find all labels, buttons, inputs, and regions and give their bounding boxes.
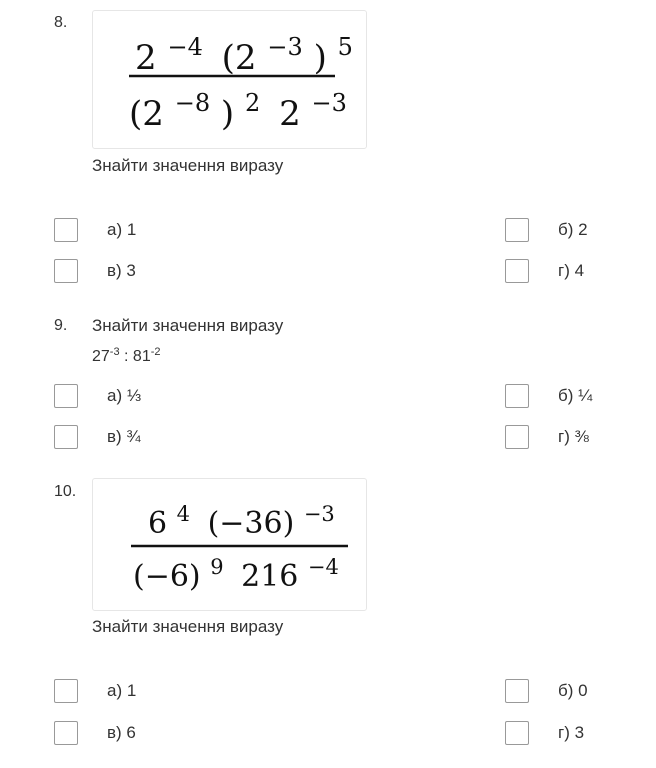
formula-image — [92, 10, 367, 149]
checkbox[interactable] — [54, 721, 78, 745]
option-label: г) ⅜ — [558, 427, 589, 446]
formula-numerator: 2 $^{-4}$ (2 $^{-3}$ ) $^5$ — [135, 33, 353, 78]
checkbox[interactable] — [505, 218, 529, 242]
formula-image — [92, 478, 367, 611]
checkbox[interactable] — [505, 679, 529, 703]
question-number: 8. — [54, 14, 68, 31]
option-label: а) 1 — [107, 681, 137, 700]
formula-denominator: (2 $^{-8}$ ) $^2$ 2 $^{-3}$ — [129, 89, 347, 134]
option-label: г) 4 — [558, 261, 585, 280]
option-label: а) 1 — [107, 220, 137, 239]
formula-denominator: (−6) $^9$ 216 $^{-4}$ — [133, 555, 339, 594]
question-number: 10. — [54, 483, 77, 500]
question-number: 9. — [54, 317, 68, 334]
checkbox[interactable] — [505, 425, 529, 449]
checkbox[interactable] — [505, 259, 529, 283]
checkbox[interactable] — [54, 259, 78, 283]
question-prompt: Знайти значення виразу — [92, 617, 284, 636]
option-label: в) ¾ — [107, 427, 141, 446]
option-label: б) 0 — [558, 681, 588, 700]
checkbox[interactable] — [54, 425, 78, 449]
checkbox[interactable] — [54, 679, 78, 703]
option-label: а) ⅓ — [107, 386, 142, 405]
option-label: б) ¼ — [558, 386, 593, 405]
fraction-formula — [93, 11, 366, 148]
question-prompt: Знайти значення виразу — [92, 316, 284, 335]
math-expression: $27^{-3}$ : $81^{-2}$ — [92, 346, 161, 365]
option-label: г) 3 — [558, 723, 585, 742]
checkbox[interactable] — [505, 384, 529, 408]
question-prompt: Знайти значення виразу — [92, 156, 284, 175]
fraction-formula — [93, 479, 366, 610]
option-label: в) 6 — [107, 723, 136, 742]
option-label: в) 3 — [107, 261, 136, 280]
formula-numerator: 6 $^4$ (−36) $^{-3}$ — [148, 502, 335, 541]
checkbox[interactable] — [505, 721, 529, 745]
checkbox[interactable] — [54, 218, 78, 242]
option-label: б) 2 — [558, 220, 588, 239]
checkbox[interactable] — [54, 384, 78, 408]
